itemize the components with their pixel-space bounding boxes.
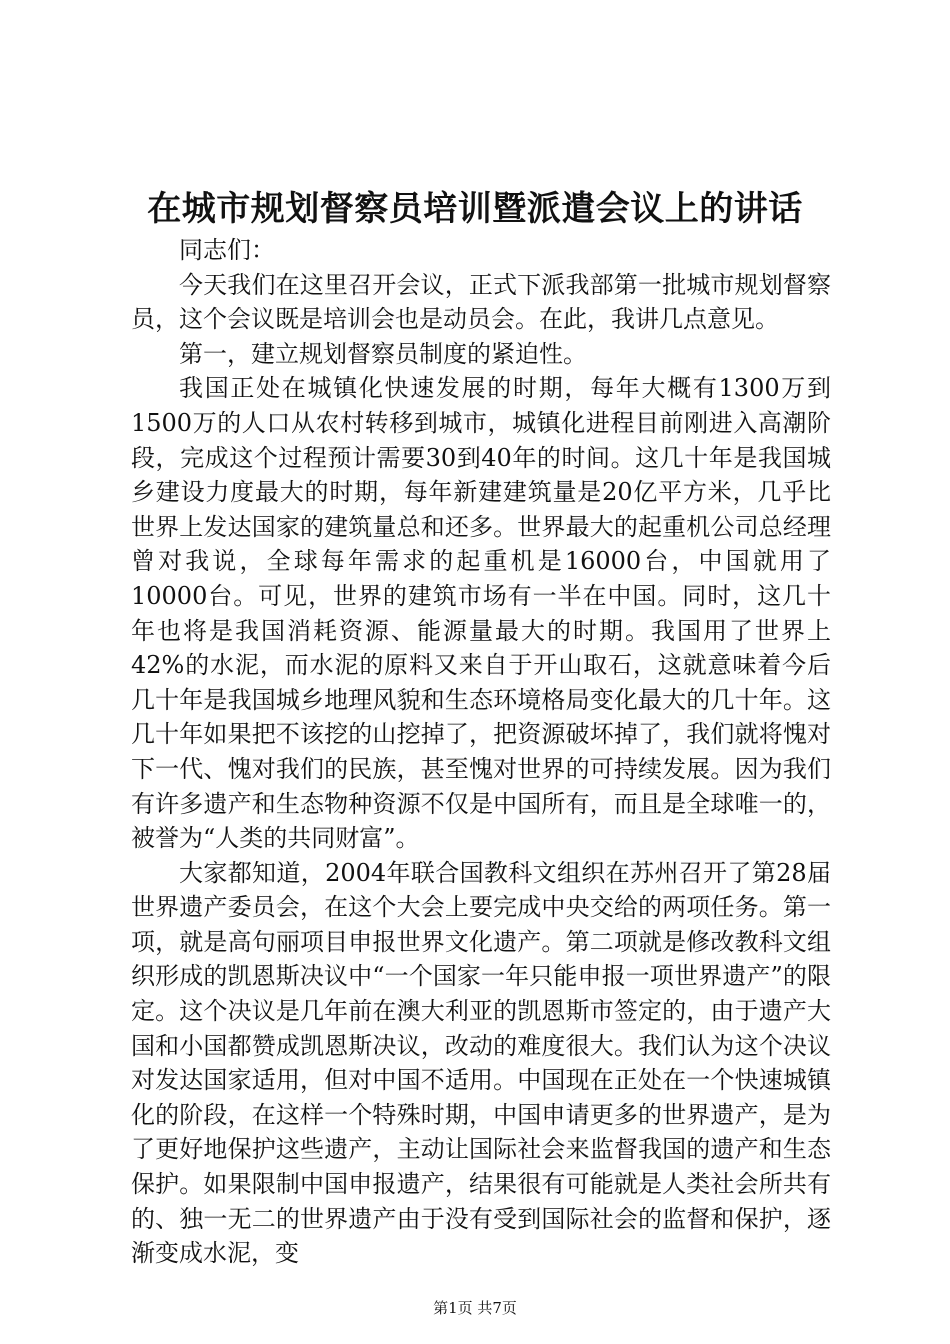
- page-footer: 第1页 共7页: [433, 1299, 517, 1317]
- document-body: [131, 233, 831, 1271]
- document-title: 在城市规划督察员培训暨派遣会议上的讲话: [147, 189, 803, 229]
- paragraph-world-heritage: 大家都知道，2004年联合国教科文组织在苏州召开了第28届世界遗产委员会，在这个大会上要完成中央交给的两项任务。第一项，就是高句丽项目申报世界文化遗产。第二项就是修改教科文组织形成的凯恩斯决议中“一个国家一年只能申报一项世界遗产”的限定。这个决议是几年前在澳大利亚的凯恩斯市签定的，由于遗产大国和小国都赞成凯恩斯决议，改动的难度很大。我们认为这个决议对发达国家适用，但对中国不适用。中国现在正处在一个快速城镇化的阶段，在这样一个特殊时期，中国申请更多的世界遗产，是为了更好地保护这些遗产，主动让国际社会来监督我国的遗产和生态保护。如果限制中国申报遗产，结果很有可能就是人类社会所共有的、独一无二的世界遗产由于没有受到国际社会的监督和保护，逐渐变成水泥，变: [131, 858, 831, 1268]
- paragraph-salutation: 同志们：: [179, 236, 275, 264]
- paragraph-heading-first: 第一，建立规划督察员制度的紧迫性。: [179, 339, 587, 368]
- paragraph-intro: 今天我们在这里召开会议，正式下派我部第一批城市规划督察员，这个会议既是培训会也是动员会。在此，我讲几点意见。: [131, 270, 831, 334]
- paragraph-urbanization: 我国正处在城镇化快速发展的时期，每年大概有1300万到1500万的人口从农村转移到城市，城镇化进程目前刚进入高潮阶段，完成这个过程预计需要30到40年的时间。这几十年是我国城乡建设力度最大的时期，每年新建建筑量是20亿平方米，几乎比世界上发达国家的建筑量总和还多。世界最大的起重机公司总经理曾对我说，全球每年需求的起重机是16000台，中国就用了10000台。可见，世界的建筑市场有一半在中国。同时，这几十年也将是我国消耗资源、能源量最大的时期。我国用了世界上42%的水泥，而水泥的原料又来自于开山取石，这就意味着今后几十年是我国城乡地理风貌和生态环境格局变化最大的几十年。这几十年如果把不该挖的山挖掉了，把资源破坏掉了，我们就将愧对下一代、愧对我们的民族，甚至愧对世界的可持续发展。因为我们有许多遗产和生态物种资源不仅是中国所有，而且是全球唯一的，被誉为“人类的共同财富”。: [131, 374, 831, 853]
